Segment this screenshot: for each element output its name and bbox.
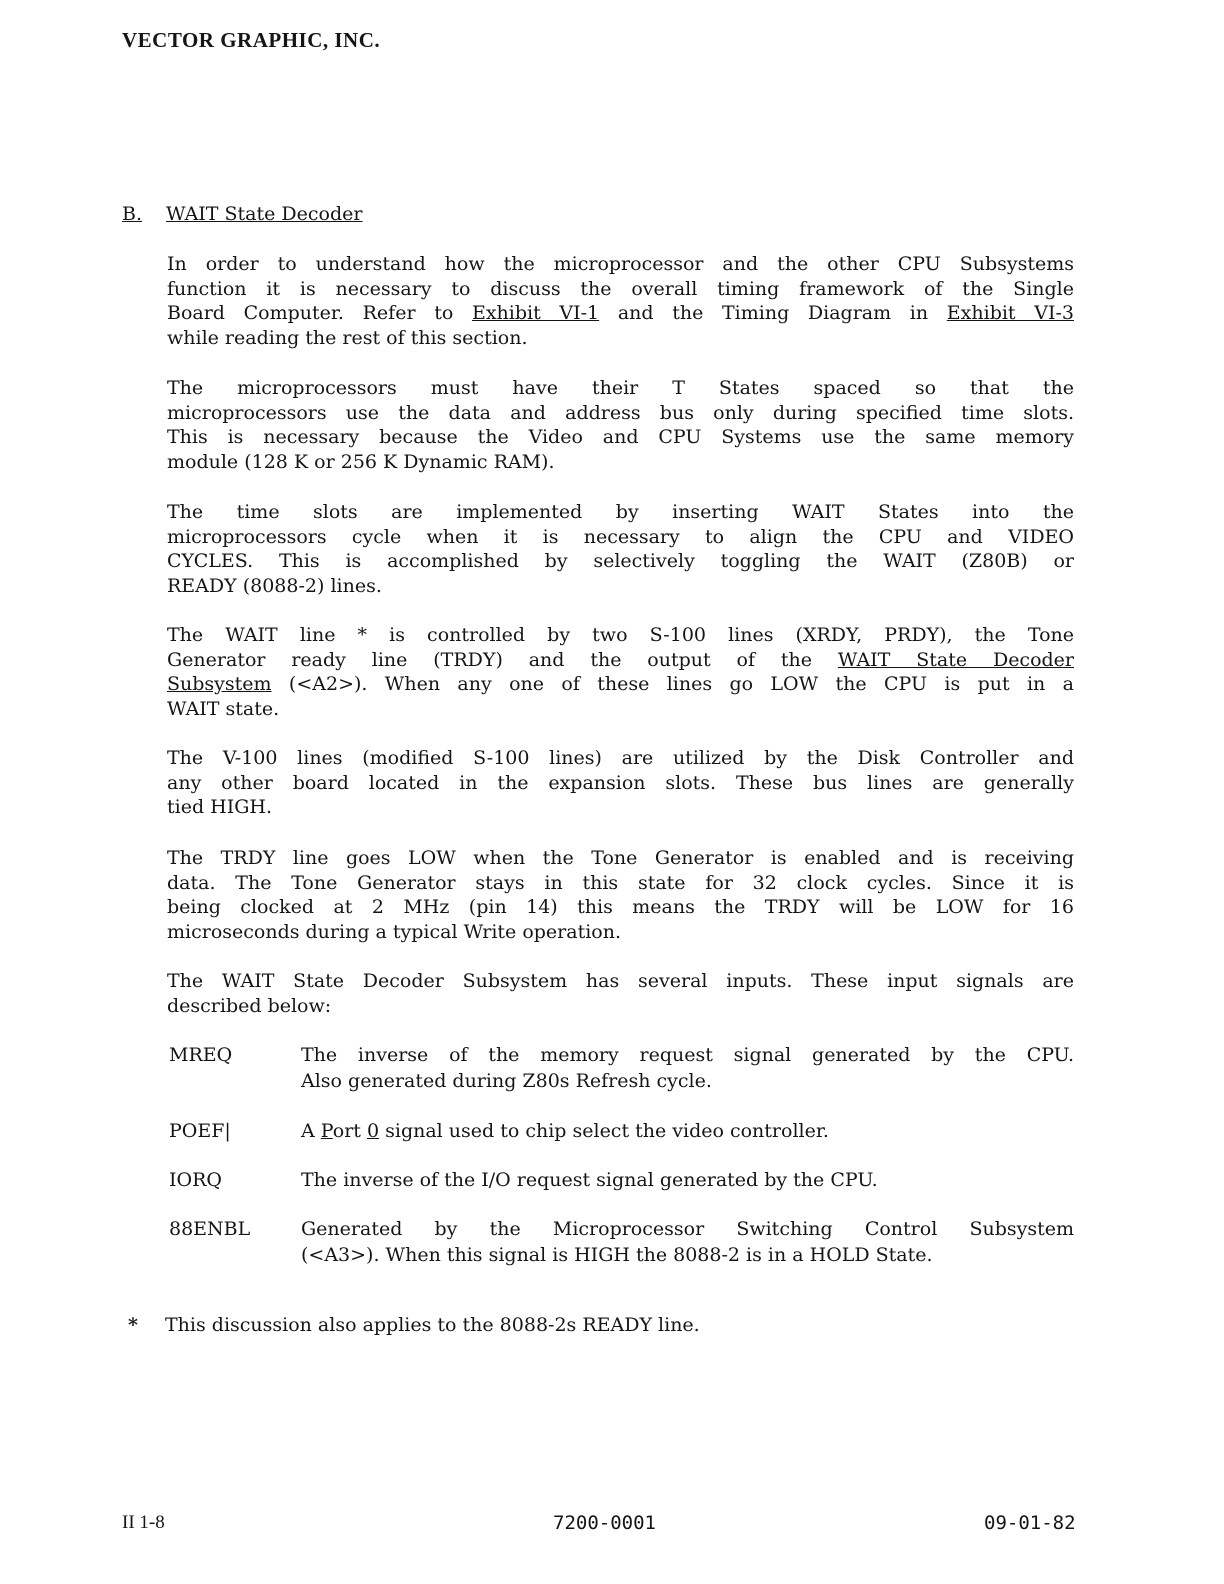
paragraph-trdy-line — [167, 846, 1074, 944]
section-letter: B. — [122, 203, 143, 225]
signal-description — [301, 1042, 1074, 1094]
text-line: tied HIGH. — [167, 796, 273, 818]
text-line: (<A3>). When this signal is HIGH the 8088-2 is in a HOLD State. — [301, 1244, 933, 1266]
text-line: microprocessors use the data and address bus only during specified time slots. — [167, 401, 1074, 424]
text-line: The WAIT State Decoder Subsystem has several inputs. These input signals are — [167, 970, 1074, 992]
page-number: II 1-8 — [122, 1512, 165, 1533]
text-line: Board Computer. Refer to Exhibit VI-1 and the Timing Diagram in Exhibit VI-3 — [167, 302, 1074, 324]
text-line: READY (8088-2) lines. — [167, 574, 382, 597]
text-line: The inverse of the memory request signal generated by the CPU. — [301, 1044, 1074, 1066]
text-line: The inverse of the I/O request signal generated by the CPU. — [301, 1169, 878, 1191]
text-line: CYCLES. This is accomplished by selectively toggling the WAIT (Z80B) or — [167, 550, 1074, 572]
text-line: The microprocessors must have their T States spaced so that the — [167, 377, 1074, 399]
text-line: Subsystem (<A2>). When any one of these lines go LOW the CPU is put in a — [167, 673, 1074, 695]
text-line: The V-100 lines (modified S-100 lines) are utilized by the Disk Controller and — [167, 747, 1074, 769]
signal-name: MREQ — [169, 1044, 233, 1066]
text-line: Generator ready line (TRDY) and the output of the WAIT State Decoder — [167, 648, 1075, 671]
text-line: described below: — [167, 994, 332, 1017]
footnote — [128, 1314, 700, 1336]
text-line: The WAIT line * is controlled by two S-100 lines (XRDY, PRDY), the Tone — [167, 624, 1074, 646]
signal-name: 88ENBL — [169, 1218, 251, 1240]
paragraph-v100-lines — [167, 746, 1074, 820]
signal-name: IORQ — [169, 1169, 222, 1191]
paragraph-time-slots — [167, 500, 1074, 598]
text-line: data. The Tone Generator stays in this state for 32 clock cycles. Since it is — [167, 871, 1074, 894]
signal-description — [301, 1118, 1074, 1144]
text-line: This is necessary because the Video and CPU Systems use the same memory — [167, 426, 1074, 448]
wait-state-decoder-link[interactable]: WAIT State Decoder — [837, 648, 1075, 671]
exhibit-vi-1-link[interactable]: Exhibit VI-1 — [471, 302, 600, 324]
signal-description — [301, 1216, 1074, 1268]
text-line: being clocked at 2 MHz (pin 14) this means the TRDY will be LOW for 16 — [167, 896, 1074, 918]
document-date: 09-01-82 — [984, 1512, 1076, 1534]
text-line: any other board located in the expansion slots. These bus lines are generally — [167, 771, 1074, 794]
text-line: module (128 K or 256 K Dynamic RAM). — [167, 450, 555, 473]
paragraph-t-states — [167, 376, 1074, 474]
subsystem-link[interactable]: Subsystem — [167, 673, 272, 695]
text-line: In order to understand how the microprocessor and the other CPU Subsystems — [167, 253, 1074, 275]
footnote-marker: * — [128, 1314, 138, 1336]
text-line: microprocessors cycle when it is necessary to align the CPU and VIDEO — [167, 525, 1074, 548]
text-line: function it is necessary to discuss the overall timing framework of the Single — [167, 277, 1074, 300]
text-line: Also generated during Z80s Refresh cycle. — [301, 1070, 712, 1092]
paragraph-wait-line — [167, 623, 1074, 721]
text-line: The TRDY line goes LOW when the Tone Generator is enabled and is receiving — [167, 847, 1074, 869]
text-line: WAIT state. — [167, 697, 280, 720]
company-header: VECTOR GRAPHIC, INC. — [122, 28, 381, 52]
text-line: Generated by the Microprocessor Switching Control Subsystem — [301, 1218, 1074, 1240]
text-line: microseconds during a typical Write operation. — [167, 920, 622, 943]
paragraph-timing-framework — [167, 252, 1074, 350]
exhibit-vi-3-link[interactable]: Exhibit VI-3 — [946, 302, 1074, 324]
signal-description — [301, 1167, 1074, 1193]
signal-name: POEF| — [169, 1120, 231, 1142]
footnote-text: This discussion also applies to the 8088-2s READY line. — [165, 1314, 700, 1336]
section-heading — [122, 203, 362, 225]
document-number: 7200-0001 — [553, 1512, 656, 1534]
paragraph-inputs-intro — [167, 969, 1074, 1018]
section-title: WAIT State Decoder — [166, 203, 363, 225]
text-line: A Port 0 signal used to chip select the video controller. — [301, 1120, 829, 1142]
text-line: The time slots are implemented by inserting WAIT States into the — [167, 501, 1074, 523]
text-line: while reading the rest of this section. — [167, 326, 528, 349]
